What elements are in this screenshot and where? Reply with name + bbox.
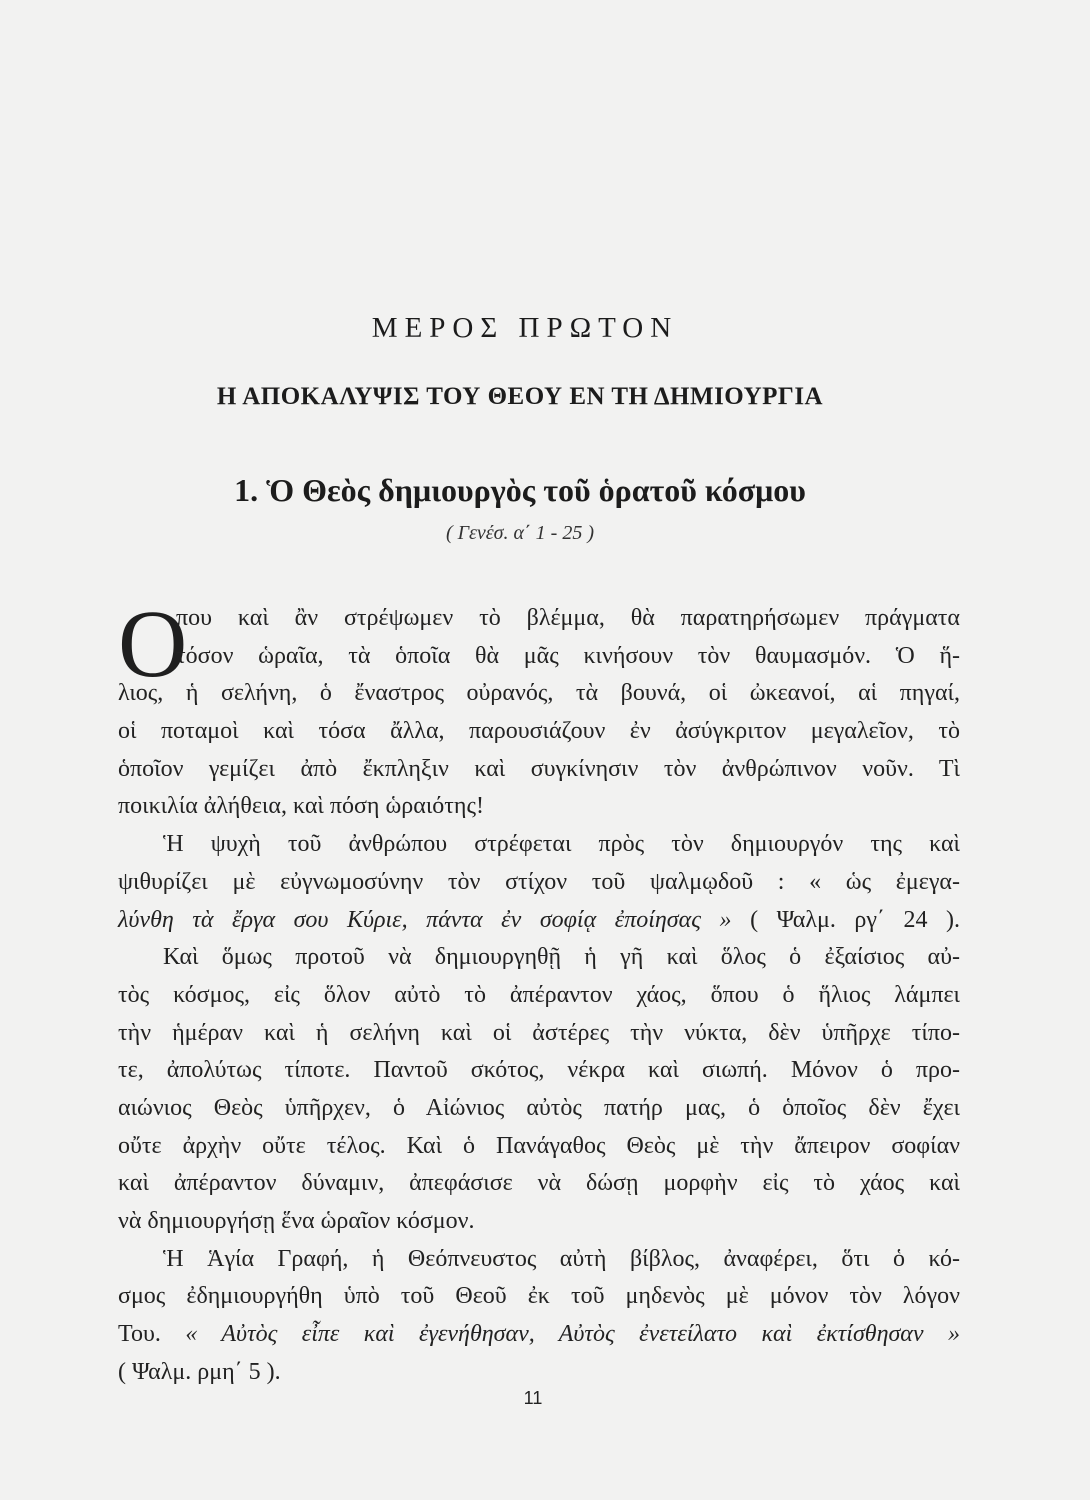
drop-cap: Ο (118, 590, 188, 697)
text-line: οὔτε ἀρχὴν οὔτε τέλος. Καὶ ὁ Πανάγαθος Θεὸς μὲ τὴν ἄπειρον σοφίαν (118, 1132, 960, 1159)
text-line: Καὶ ὅμως προτοῦ νὰ δημιουργηθῇ ἡ γῆ καὶ ὅλος ὁ ἐξαίσιος αὐ- (163, 944, 960, 971)
text-line (118, 1316, 960, 1354)
text-line: ( Ψαλμ. ρμη΄ 5 ). (118, 1358, 281, 1385)
text-line: σμος ἐδημιουργήθη ὑπὸ τοῦ Θεοῦ ἐκ τοῦ μηδενὸς μὲ μόνον τὸν λόγον (118, 1283, 960, 1310)
body-text (118, 590, 961, 1391)
psalm-reference: ( Ψαλμ. ργ΄ 24 ). (750, 906, 961, 933)
text-line: Ἡ ψυχὴ τοῦ ἀνθρώπου στρέφεται πρὸς τὸν δημιουργόν της καὶ (163, 831, 960, 858)
text-fragment: Του. (118, 1321, 161, 1348)
page-number: 11 (523, 1388, 543, 1408)
psalm-quote: « Αὐτὸς εἶπε καὶ ἐγενήθησαν, Αὐτὸς ἐνετείλατο καὶ ἐκτίσθησαν » (185, 1321, 960, 1348)
psalm-quote: λύνθη τὰ ἔργα σου Κύριε, πάντα ἐν σοφίᾳ ἐποίησας » (118, 906, 732, 933)
text-line: οἱ ποταμοὶ καὶ τόσα ἄλλα, παρουσιάζουν ἐν ἀσύγκριτον μεγαλεῖον, τὸ (118, 718, 960, 745)
text-line: λιος, ἡ σελήνη, ὁ ἔναστρος οὐρανός, τὰ βουνά, οἱ ὠκεανοί, αἱ πηγαί, (118, 680, 960, 707)
text-line: αιώνιος Θεὸς ὑπῆρχεν, ὁ Αἰώνιος αὐτὸς πατήρ μας, ὁ ὁποῖος δὲν ἔχει (118, 1094, 960, 1121)
text-line: τε, ἀπολύτως τίποτε. Παντοῦ σκότος, νέκρα καὶ σιωπή. Μόνον ὁ προ- (118, 1057, 960, 1084)
text-line: καὶ ἀπέραντον δύναμιν, ἀπεφάσισε νὰ δώσῃ μορφὴν εἰς τὸ χάος καὶ (118, 1170, 960, 1197)
text-line: τόσον ὡραῖα, τὰ ὁποῖα θὰ μᾶς κινήσουν τὸν θαυμασμόν. Ὁ ἥ- (176, 642, 960, 669)
part-title: ΜΕΡΟΣ ΠΡΩΤΟΝ (371, 312, 679, 344)
chapter-title: 1. Ὁ Θεὸς δημιουργὸς τοῦ ὁρατοῦ κόσμου (234, 472, 806, 508)
text-line: τὴν ἡμέραν καὶ ἡ σελήνη καὶ οἱ ἀστέρες τὴν νύκτα, δὲν ὑπῆρχε τίπο- (118, 1019, 960, 1046)
text-line: τὸς κόσμος, εἰς ὅλον αὐτὸ τὸ ἀπέραντον χάος, ὅπου ὁ ἥλιος λάμπει (118, 981, 960, 1008)
text-line: που καὶ ἂν στρέψωμεν τὸ βλέμμα, θὰ παρατηρήσωμεν πράγματα (176, 605, 960, 631)
text-line: νὰ δημιουργήσῃ ἕνα ὡραῖον κόσμον. (118, 1208, 475, 1234)
text-line: ποικιλία ἀλήθεια, καὶ πόση ὡραιότης! (118, 793, 484, 820)
text-line: ὁποῖον γεμίζει ἀπὸ ἔκπληξιν καὶ συγκίνησιν τὸν ἀνθρώπινον νοῦν. Τὶ (118, 755, 960, 782)
chapter-reference: ( Γενέσ. α΄ 1 - 25 ) (445, 522, 595, 544)
text-line: Ἡ Ἁγία Γραφή, ἡ Θεόπνευστος αὐτὴ βίβλος, ἀναφέρει, ὅτι ὁ κό- (163, 1245, 960, 1272)
section-title: Η ΑΠΟΚΑΛΥΨΙΣ ΤΟΥ ΘΕΟΥ ΕΝ ΤΗ ΔΗΜΙΟΥΡΓΙΑ (216, 383, 824, 410)
text-line: ψιθυρίζει μὲ εὐγνωμοσύνην τὸν στίχον τοῦ ψαλμῳδοῦ : « ὡς ἐμεγα- (118, 868, 960, 895)
text-line (118, 902, 960, 940)
